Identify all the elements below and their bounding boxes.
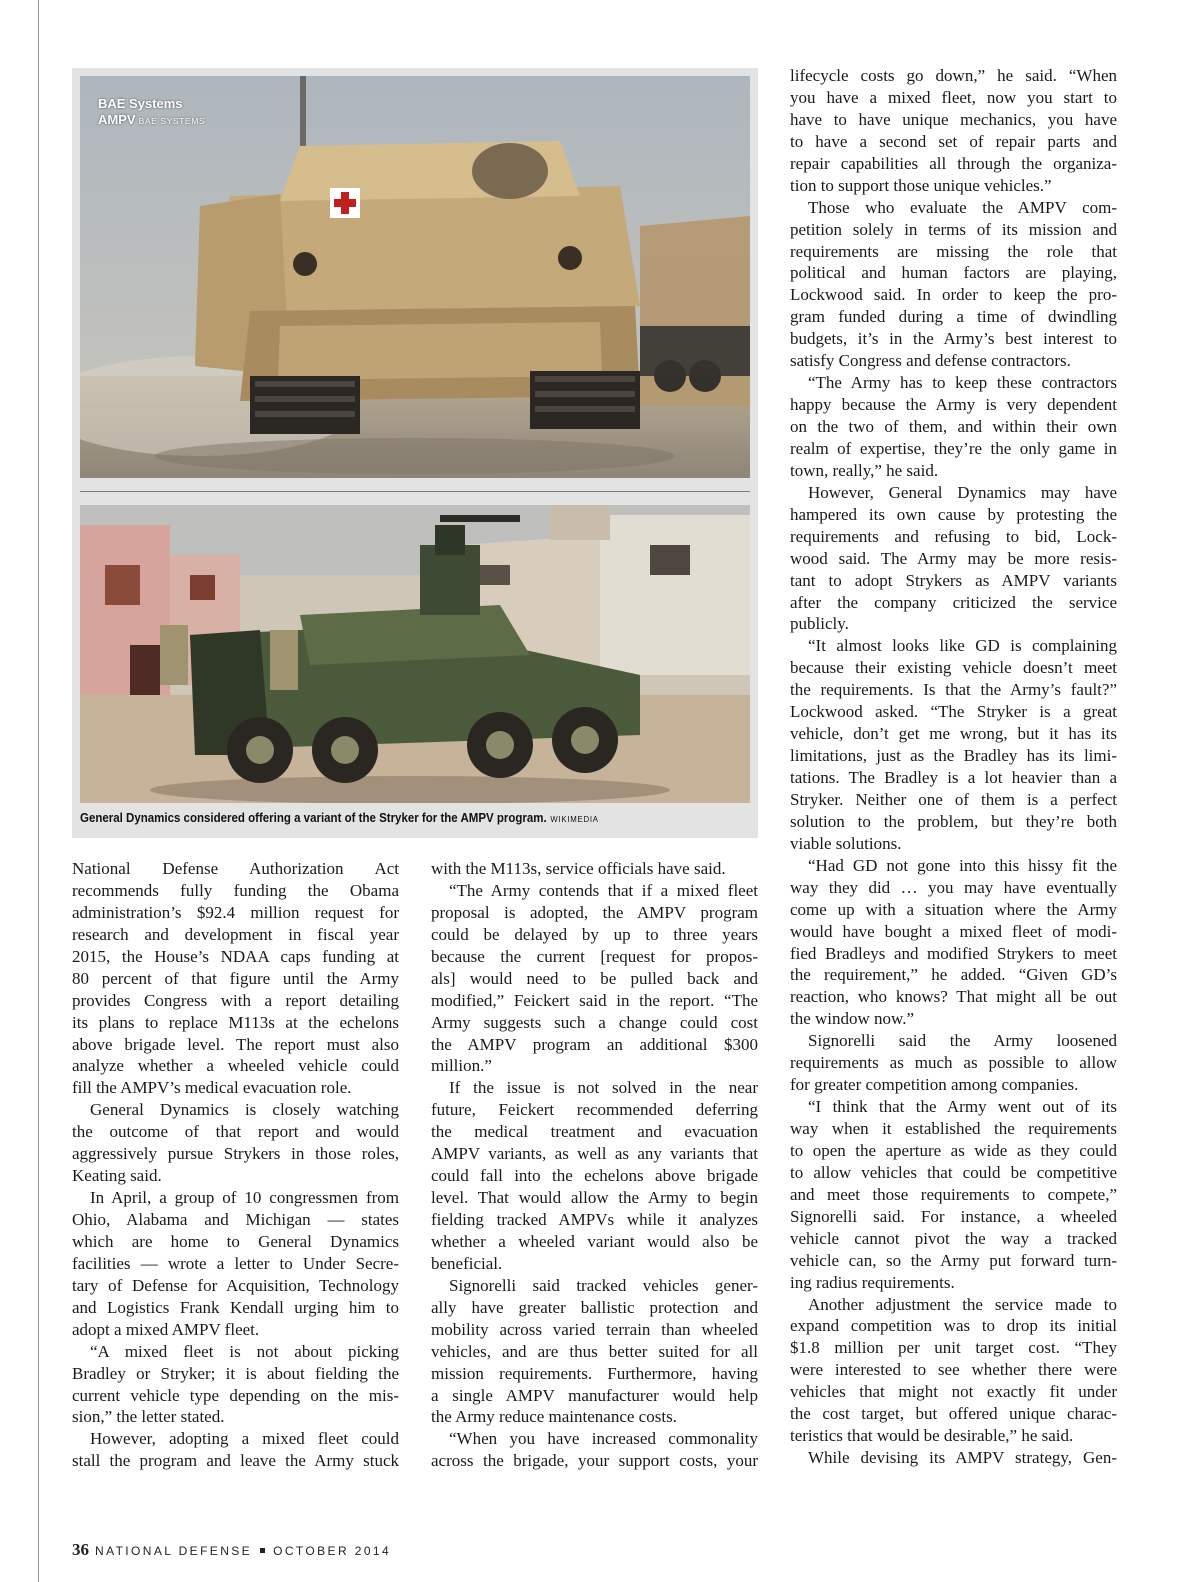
text-line: happy because the Army is very dependent (790, 395, 1117, 415)
text-line: level. That would allow the Army to begin (431, 1188, 758, 1208)
text-line: However, General Dynamics may have (808, 482, 1117, 502)
text-line: However, adopting a mixed fleet could (90, 1429, 399, 1449)
text-line: were interested to see whether there were (790, 1360, 1117, 1380)
text-line: beneficial. (431, 1253, 503, 1273)
text-line: publicly. (790, 614, 849, 634)
text-line: and Logistics Frank Kendall urging him to (72, 1297, 399, 1317)
text-line: “When you have increased commonality (449, 1429, 758, 1449)
text-line: the outcome of that report and would (72, 1122, 399, 1142)
article-column-1 (72, 858, 399, 1472)
text-line: adopt a mixed AMPV fleet. (72, 1319, 260, 1339)
text-line: above brigade level. The report must also (72, 1034, 399, 1054)
text-line: Keating said. (72, 1166, 162, 1186)
text-line: because their existing vehicle doesn’t meet (790, 658, 1117, 678)
text-line: hampered its own cause by protesting the (790, 504, 1117, 524)
text-line: petition solely in terms of its mission and (790, 219, 1117, 239)
text-line: way when it established the requirements (790, 1119, 1117, 1138)
text-line: the AMPV program an additional $300 (431, 1034, 758, 1054)
top-photo-credit-title: BAE Systems (98, 96, 183, 111)
text-line: because the current [request for propos- (431, 946, 758, 966)
text-line: ally have greater ballistic protection and (431, 1297, 758, 1317)
text-line: National Defense Authorization Act (72, 859, 399, 878)
text-line: town, really,” he said. (790, 460, 939, 480)
text-line: 2015, the House’s NDAA caps funding at (72, 946, 399, 966)
text-line: the cost target, but offered unique charac- (790, 1404, 1117, 1424)
text-line: tion to support those unique vehicles.” (790, 175, 1052, 195)
text-line: mobility across varied terrain than wheeled (431, 1319, 758, 1339)
photo-caption (80, 810, 696, 827)
text-line: the requirements. Is that the Army’s fault?” (790, 680, 1117, 700)
text-line: the Army reduce maintenance costs. (431, 1407, 677, 1427)
text-line: vehicle, don’t get me wrong, but it has its (790, 724, 1117, 744)
text-line: stall the program and leave the Army stuck (72, 1451, 399, 1471)
text-line: “I think that the Army went out of its (808, 1097, 1117, 1117)
text-line: for greater competition among companies. (790, 1075, 1079, 1095)
text-line: could fall into the echelons above brigade (431, 1166, 758, 1186)
text-line: to open the aperture as wide as they could (790, 1140, 1117, 1160)
text-line: which are home to General Dynamics (72, 1231, 399, 1251)
text-line: its plans to replace M113s at the echelons (72, 1012, 399, 1032)
text-line: facilities — wrote a letter to Under Secre- (72, 1253, 399, 1273)
text-line: viable solutions. (790, 833, 902, 853)
text-line: ing radius requirements. (790, 1272, 955, 1292)
text-line: In April, a group of 10 congressmen from (90, 1188, 399, 1208)
text-line: Signorelli said tracked vehicles gener- (449, 1275, 758, 1295)
text-line: a single AMPV manufacturer would help (431, 1385, 758, 1405)
photo-caption-text: General Dynamics considered offering a variant of the Stryker for the AMPV program. (80, 811, 547, 825)
text-line: Lockwood asked. “The Stryker is a great (790, 702, 1117, 722)
text-line: Those who evaluate the AMPV com- (808, 197, 1117, 217)
text-line: lifecycle costs go down,” he said. “When (790, 66, 1117, 85)
photo-panel (72, 68, 758, 838)
issue-date: OCTOBER 2014 (273, 1544, 392, 1558)
article-column-3 (790, 65, 1117, 1469)
text-line: “The Army contends that if a mixed fleet (449, 880, 758, 900)
text-line: fill the AMPV’s medical evacuation role. (72, 1078, 352, 1098)
text-line: across the brigade, your support costs, your (431, 1451, 758, 1471)
text-line: million.” (431, 1056, 492, 1076)
footer-separator (260, 1548, 265, 1553)
text-line: satisfy Congress and defense contractors. (790, 351, 1071, 371)
text-line: vehicle can, so the Army put forward turn- (790, 1250, 1117, 1270)
photo-caption-credit: WIKIMEDIA (550, 814, 599, 824)
text-line: “A mixed fleet is not about picking (90, 1341, 399, 1361)
publication-name: NATIONAL DEFENSE (95, 1544, 253, 1558)
text-line: vehicle cannot pivot the way a tracked (790, 1228, 1117, 1248)
text-line: Stryker. Neither one of them is a perfect (790, 789, 1117, 809)
text-line: provides Congress with a report detailing (72, 990, 399, 1010)
text-line: have to have unique mechanics, you have (790, 109, 1117, 129)
text-line: repair capabilities all through the organiza- (790, 153, 1117, 173)
text-line: sion,” the letter stated. (72, 1407, 225, 1427)
text-line: fielding tracked AMPVs while it analyzes (431, 1210, 758, 1229)
text-line: research and development in fiscal year (72, 924, 399, 944)
text-line: “It almost looks like GD is complaining (808, 636, 1117, 656)
text-line: realm of expertise, they’re the only game in (790, 438, 1117, 458)
text-line: the window now.” (790, 1009, 915, 1029)
text-line: budgets, it’s in the Army’s best interest to (790, 329, 1117, 349)
text-line: “The Army has to keep these contractors (808, 373, 1117, 393)
text-line: While devising its AMPV strategy, Gen- (808, 1448, 1117, 1468)
text-line: fied Bradleys and modified Strykers to meet (790, 943, 1117, 963)
text-line: requirements as much as possible to allow (790, 1053, 1117, 1073)
text-line: wood said. The Army may be more resis- (790, 548, 1117, 568)
top-photo-credit (98, 96, 205, 129)
text-line: requirements are missing the role that (790, 241, 1117, 261)
text-line: Signorelli said. For instance, a wheeled (790, 1206, 1117, 1226)
text-line: tary of Defense for Acquisition, Technology (72, 1275, 399, 1295)
top-photo-credit-source: BAE SYSTEMS (138, 116, 206, 126)
text-line: If the issue is not solved in the near (449, 1078, 758, 1098)
text-line: would have bought a mixed fleet of modi- (790, 921, 1117, 941)
text-line: come up with a situation where the Army (790, 899, 1117, 919)
text-line: 80 percent of that figure until the Army (72, 968, 399, 988)
text-line: Another adjustment the service made to (808, 1294, 1117, 1314)
text-line: tations. The Bradley is a lot heavier than a (790, 768, 1117, 787)
text-line: limitations, just as the Bradley has its limi- (790, 746, 1117, 766)
text-line: way they did … you may have eventually (790, 877, 1117, 897)
text-line: recommends fully funding the Obama (72, 880, 399, 900)
text-line: $1.8 million per unit target cost. “They (790, 1338, 1117, 1358)
text-line: Lockwood said. In order to keep the pro- (790, 285, 1117, 305)
stryker-photo (80, 505, 750, 803)
text-line: gram funded during a time of dwindling (790, 307, 1117, 327)
text-line: analyze whether a wheeled vehicle could (72, 1056, 399, 1076)
text-line: reaction, who knows? That might all be out (790, 987, 1117, 1007)
text-line: administration’s $92.4 million request for (72, 902, 399, 922)
text-line: with the M113s, service officials have said. (431, 859, 726, 878)
text-line: als] would need to be pulled back and (431, 968, 758, 988)
text-line: future, Feickert recommended deferring (431, 1100, 758, 1120)
text-line: Bradley or Stryker; it is about fielding the (72, 1363, 399, 1383)
text-line: “Had GD not gone into this hissy fit the (808, 855, 1117, 875)
page-footer (72, 1540, 391, 1560)
text-line: to allow vehicles that could be competitive (790, 1162, 1117, 1182)
text-line: expand competition was to drop its initial (790, 1316, 1117, 1336)
text-line: Ohio, Alabama and Michigan — states (72, 1210, 399, 1229)
text-line: AMPV variants, as well as any variants that (431, 1144, 758, 1164)
photo-divider (80, 491, 750, 492)
text-line: General Dynamics is closely watching (90, 1100, 399, 1120)
text-line: Signorelli said the Army loosened (808, 1031, 1117, 1051)
text-line: on the two of them, and within their own (790, 417, 1117, 436)
text-line: aggressively pursue Strykers in those roles, (72, 1144, 399, 1164)
text-line: to have a second set of repair parts and (790, 131, 1117, 151)
text-line: requirements and refusing to bid, Lock- (790, 526, 1117, 546)
text-line: political and human factors are playing, (790, 263, 1117, 283)
text-line: proposal is adopted, the AMPV program (431, 902, 758, 922)
text-line: tant to adopt Strykers as AMPV variants (790, 570, 1117, 590)
article-column-2 (431, 858, 758, 1472)
text-line: and meet those requirements to compete,” (790, 1184, 1117, 1204)
text-line: vehicles that might not exactly fit under (790, 1382, 1117, 1402)
text-line: vehicles, and are thus better suited for all (431, 1341, 758, 1361)
text-line: whether a wheeled variant would also be (431, 1231, 758, 1251)
text-line: modified,” Feickert said in the report. “The (431, 990, 758, 1010)
text-line: you have a mixed fleet, now you start to (790, 87, 1117, 107)
text-line: solution to the problem, but they’re both (790, 811, 1117, 831)
text-line: current vehicle type depending on the mis- (72, 1385, 399, 1405)
text-line: after the company criticized the service (790, 592, 1117, 612)
page-edge-rule (38, 0, 39, 1582)
text-line: the medical treatment and evacuation (431, 1122, 758, 1142)
text-line: the requirement,” he added. “Given GD’s (790, 965, 1117, 985)
text-line: mission requirements. Furthermore, having (431, 1363, 758, 1383)
text-line: teristics that would be desirable,” he said. (790, 1426, 1074, 1446)
text-line: could be delayed by up to three years (431, 924, 758, 944)
text-line: Army suggests such a change could cost (431, 1012, 758, 1032)
top-photo-credit-name: AMPV (98, 112, 136, 127)
ampv-photo (80, 76, 750, 478)
page-number: 36 (72, 1540, 89, 1559)
